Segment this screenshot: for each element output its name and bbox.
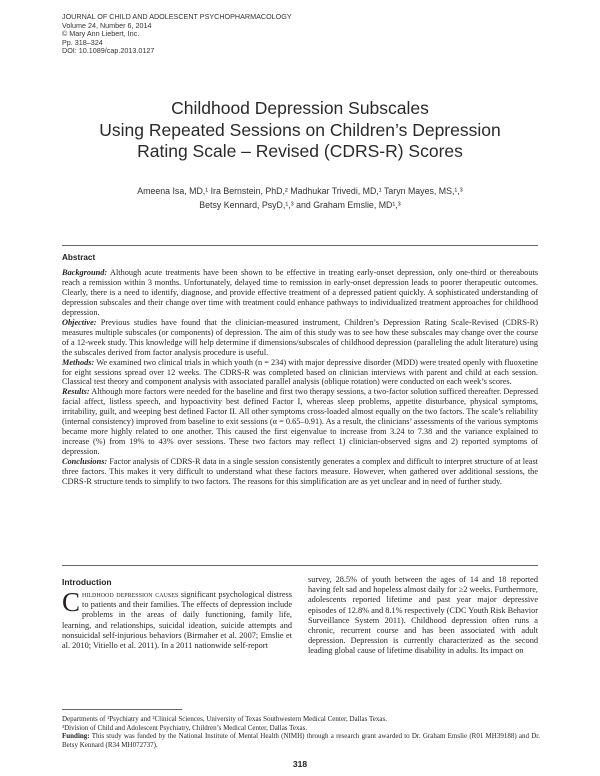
introduction-heading: Introduction (62, 577, 112, 587)
background-label: Background: (62, 268, 108, 277)
journal-copyright: © Mary Ann Liebert, Inc. (62, 29, 140, 39)
abstract-results (62, 387, 538, 457)
abstract-top-rule (62, 245, 538, 246)
authors-line: Ameena Isa, MD,¹ Ira Bernstein, PhD,² Madhukar Trivedi, MD,¹ Taryn Mayes, MS,¹,³ (137, 186, 463, 196)
intro-paragraph (62, 587, 293, 651)
journal-header (62, 13, 292, 56)
methods-label: Methods: (62, 357, 95, 367)
footnotes (62, 715, 540, 750)
authors-line: Betsy Kennard, PsyD,¹,³ and Graham Emslie, MD¹,³ (199, 200, 401, 210)
journal-pages: Pp. 318–324 (62, 37, 103, 47)
background-text: Although acute treatments have been shown to be effective in treating early-onset depression, only one-third or thereabouts reach a remission within 3 months. Unfortunately, delayed time to remission in early-onset depression leads to poorer therapeutic outcomes. Clearly, there is a need to identify, diagnose, and provide effective treatment of a depressed patient quickly. A sophisticated understanding of depression subscales and their change over time with treatment could enhance pathways to individualized treatment approaches for childhood depression. (62, 268, 538, 317)
abstract-methods (62, 358, 538, 388)
intro-smallcaps-lead: hildhood depression causes (82, 590, 179, 599)
intro-right-text: survey, 28.5% of youth between the ages of 14 and 18 reported having felt sad and hopeless almost daily for ≥2 weeks. Furthermore, adolescents reported lifetime and past year major depressive episodes of 12.8% and 8.1% respectively (CDC Youth Risk Behavior Surveillance System 2011). Childhood depression often runs a chronic, recurrent course and has been associated with adult depression. Depression is currently characterized as the second leading global cause of lifetime disability in adults. Its impact on (308, 575, 538, 656)
page-number: 318 (292, 759, 308, 769)
methods-text: We examined two clinical trials in which youth (n = 234) with major depressive disorder (MDD) were treated openly with fluoxetine for eight sessions spread over 12 weeks. The CDRS-R was completed based on clinician interviews with parent and child at each session. Classical test theory and component analysis with associated parallel analysis (oblique rotation) were conducted on each week’s scores. (62, 357, 538, 387)
footnote-division: ³Division of Child and Adolescent Psychiatry, Children’s Medical Center, Dallas Texas. (62, 723, 308, 732)
intro-left-text: significant psychological distress to patients and their families. The effects of depression include problems in the areas of daily functioning, family life, learning, and relationships, suicidal ideation, suicide attempts and nonsuicidal self-injurious behaviors (Birmaher et al. 2007; Emslie et al. 2010; Vitiello et al. 2011). In a 2011 nationwide self-report (62, 590, 293, 651)
footnote-funding (62, 732, 540, 749)
funding-label: Funding: (62, 732, 90, 741)
footnote-rule (62, 709, 182, 710)
abstract-heading: Abstract (62, 253, 96, 262)
title-line: Childhood Depression Subscales (171, 98, 429, 118)
abstract-objective (62, 318, 538, 358)
abstract-body (62, 268, 538, 487)
journal-doi: DOI: 10.1089/cap.2013.0127 (62, 46, 155, 56)
results-text: Although more factors were needed for the baseline and first two therapy sessions, a two-factor solution sufficed thereafter. Depressed facial affect, listless speech, and hypoactivity best defined Factor I, whereas sleep problems, appetite disturbance, physical symptoms, irritability, guilt, and weeping best defined Factor II. All other symptoms cross-loaded almost equally on the two factors. The scale’s reliability (internal consistency) improved from baseline to exit sessions (α = 0.65–0.91). As a result, the clinicians’ assessments of the various symptoms became more highly related to one another. This caused the first eigenvalue to increase from 3.24 to 7.38 and the variance explained to increase (%) from 19% to 43% over sessions. These two factors may reflect 1) clinician-observed signs and 2) reported symptoms of depression. (62, 387, 538, 457)
title-line: Rating Scale – Revised (CDRS-R) Scores (137, 141, 463, 161)
results-label: Results: (62, 387, 90, 397)
conclusions-label: Conclusions: (62, 457, 108, 467)
objective-label: Objective: (62, 317, 97, 327)
article-title (60, 98, 540, 163)
journal-name: JOURNAL OF CHILD AND ADOLESCENT PSYCHOPHARMACOLOGY (62, 12, 292, 21)
drop-cap: C (62, 587, 81, 617)
abstract-background (62, 268, 538, 318)
introduction-left-column (62, 587, 293, 651)
journal-volume: Volume 24, Number 6, 2014 (62, 20, 152, 30)
funding-text: This study was funded by the National Institute of Mental Health (NIMH) through a research grant awarded to Dr. Graham Emslie (R01 MH39188) and Dr. Betsy Kennard (R34 MH072737). (62, 732, 540, 750)
abstract-bottom-rule (62, 565, 538, 566)
author-list (60, 184, 540, 212)
objective-text: Previous studies have found that the clinician-measured instrument, Children’s Depression Rating Scale-Revised (CDRS-R) measures multiple subscales (or components) of depression. The aim of this study was to see how these subscales may change over the course of a 12-week study. This knowledge will help determine if dimensions/subscales of childhood depression (paralleling the adult literature) using the subscales derived from factor analysis procedure is useful. (62, 317, 538, 357)
title-line: Using Repeated Sessions on Children’s Depression (99, 119, 501, 140)
footnote-affiliations: Departments of ¹Psychiatry and ²Clinical Sciences, University of Texas Southwestern Medical Center, Dallas Texas. (62, 715, 387, 723)
introduction-right-column (308, 575, 538, 657)
abstract-conclusions (62, 457, 538, 487)
conclusions-text: Factor analysis of CDRS-R data in a single session consistently generates a complex and difficult to interpret structure of at least three factors. This makes it very difficult to understand what these factors measure. However, when gathered over additional sessions, the CDRS-R structure tends to simplify to two factors. The reasons for this simplification are as yet unclear and in need of further study. (62, 457, 538, 487)
